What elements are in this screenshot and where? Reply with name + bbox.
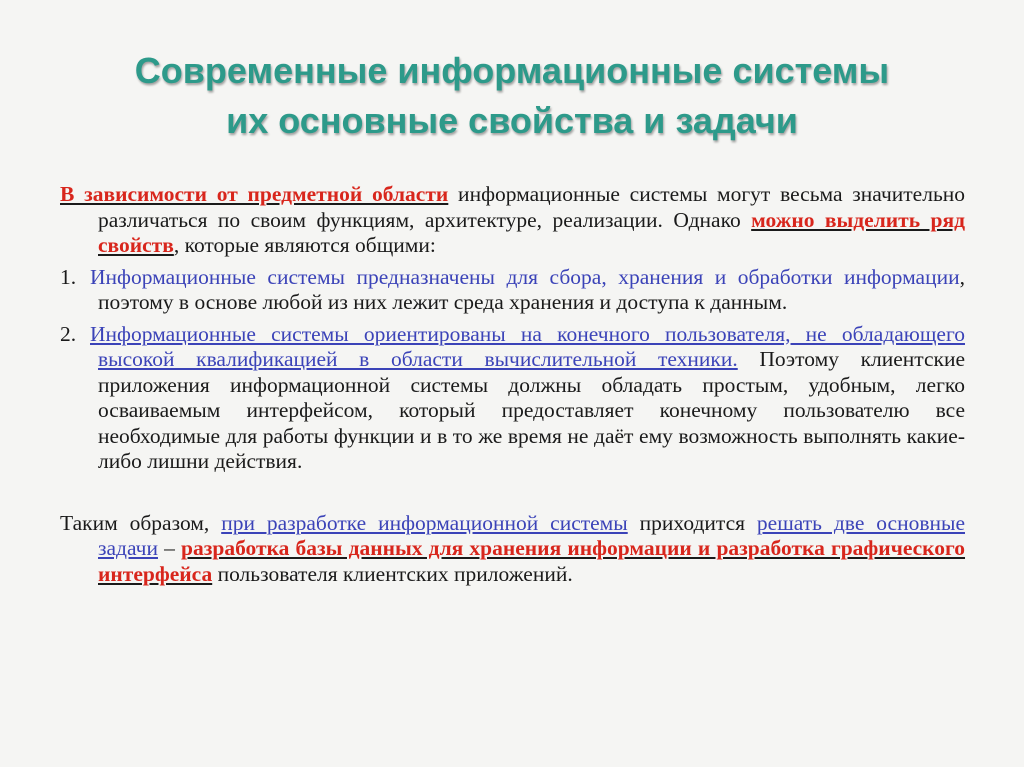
conclusion-blue-1: при разработке информационной системы [221,510,628,535]
intro-text-2: , которые являются общими: [173,233,436,257]
intro-highlight: В зависимости от предметной области [60,182,449,206]
slide-body [60,182,965,593]
intro-highlight-2: можно выделить ряд свойств [98,207,966,257]
list-item-1-blue: Информационные системы предназначены для сбора, хранения и обработки информации [90,264,960,289]
title-line-1: Современные информационные системы [134,50,890,91]
intro-text-1: информационные системы могут весьма значительно различаться по своим функциям, архитектуре, реализации. Однако [98,182,966,232]
conclusion-text-3: – [157,536,182,560]
title-line-2: их основные свойства и задачи [226,100,798,141]
list-item-2-number: 2. [60,321,77,346]
list-item-1-text: , поэтому в основе любой из них лежит среда хранения и доступа к данным. [98,264,965,314]
slide-title [40,46,984,146]
conclusion-text-2: приходится [627,510,757,535]
list-item-2-blue: Информационные системы ориентированы на конечного пользователя, не обладающего высокой квалификацией в области вычислительной техники. [90,321,965,371]
list-item-1 [60,265,965,316]
conclusion-blue-2: решать две основные задачи [98,510,965,560]
intro-paragraph [60,182,965,259]
list-item-2 [60,322,965,475]
conclusion-red: разработка базы данных для хранения информации и разработка графического интерфейса [98,536,966,586]
list-item-2-text: Поэтому клиентские приложения информационной системы должны обладать простым, удобным, легко осваиваемым интерфейсом, который предоставляет конечному пользователю все необходимые для работы функции и в то же время не даёт ему возможность выполнять какие-либо лишни действия. [98,347,965,473]
conclusion-text-4: пользователя клиентских приложений. [212,561,573,586]
conclusion-paragraph [60,511,965,588]
list-item-1-number: 1. [60,264,77,289]
conclusion-text-1: Таким образом, [60,510,222,535]
